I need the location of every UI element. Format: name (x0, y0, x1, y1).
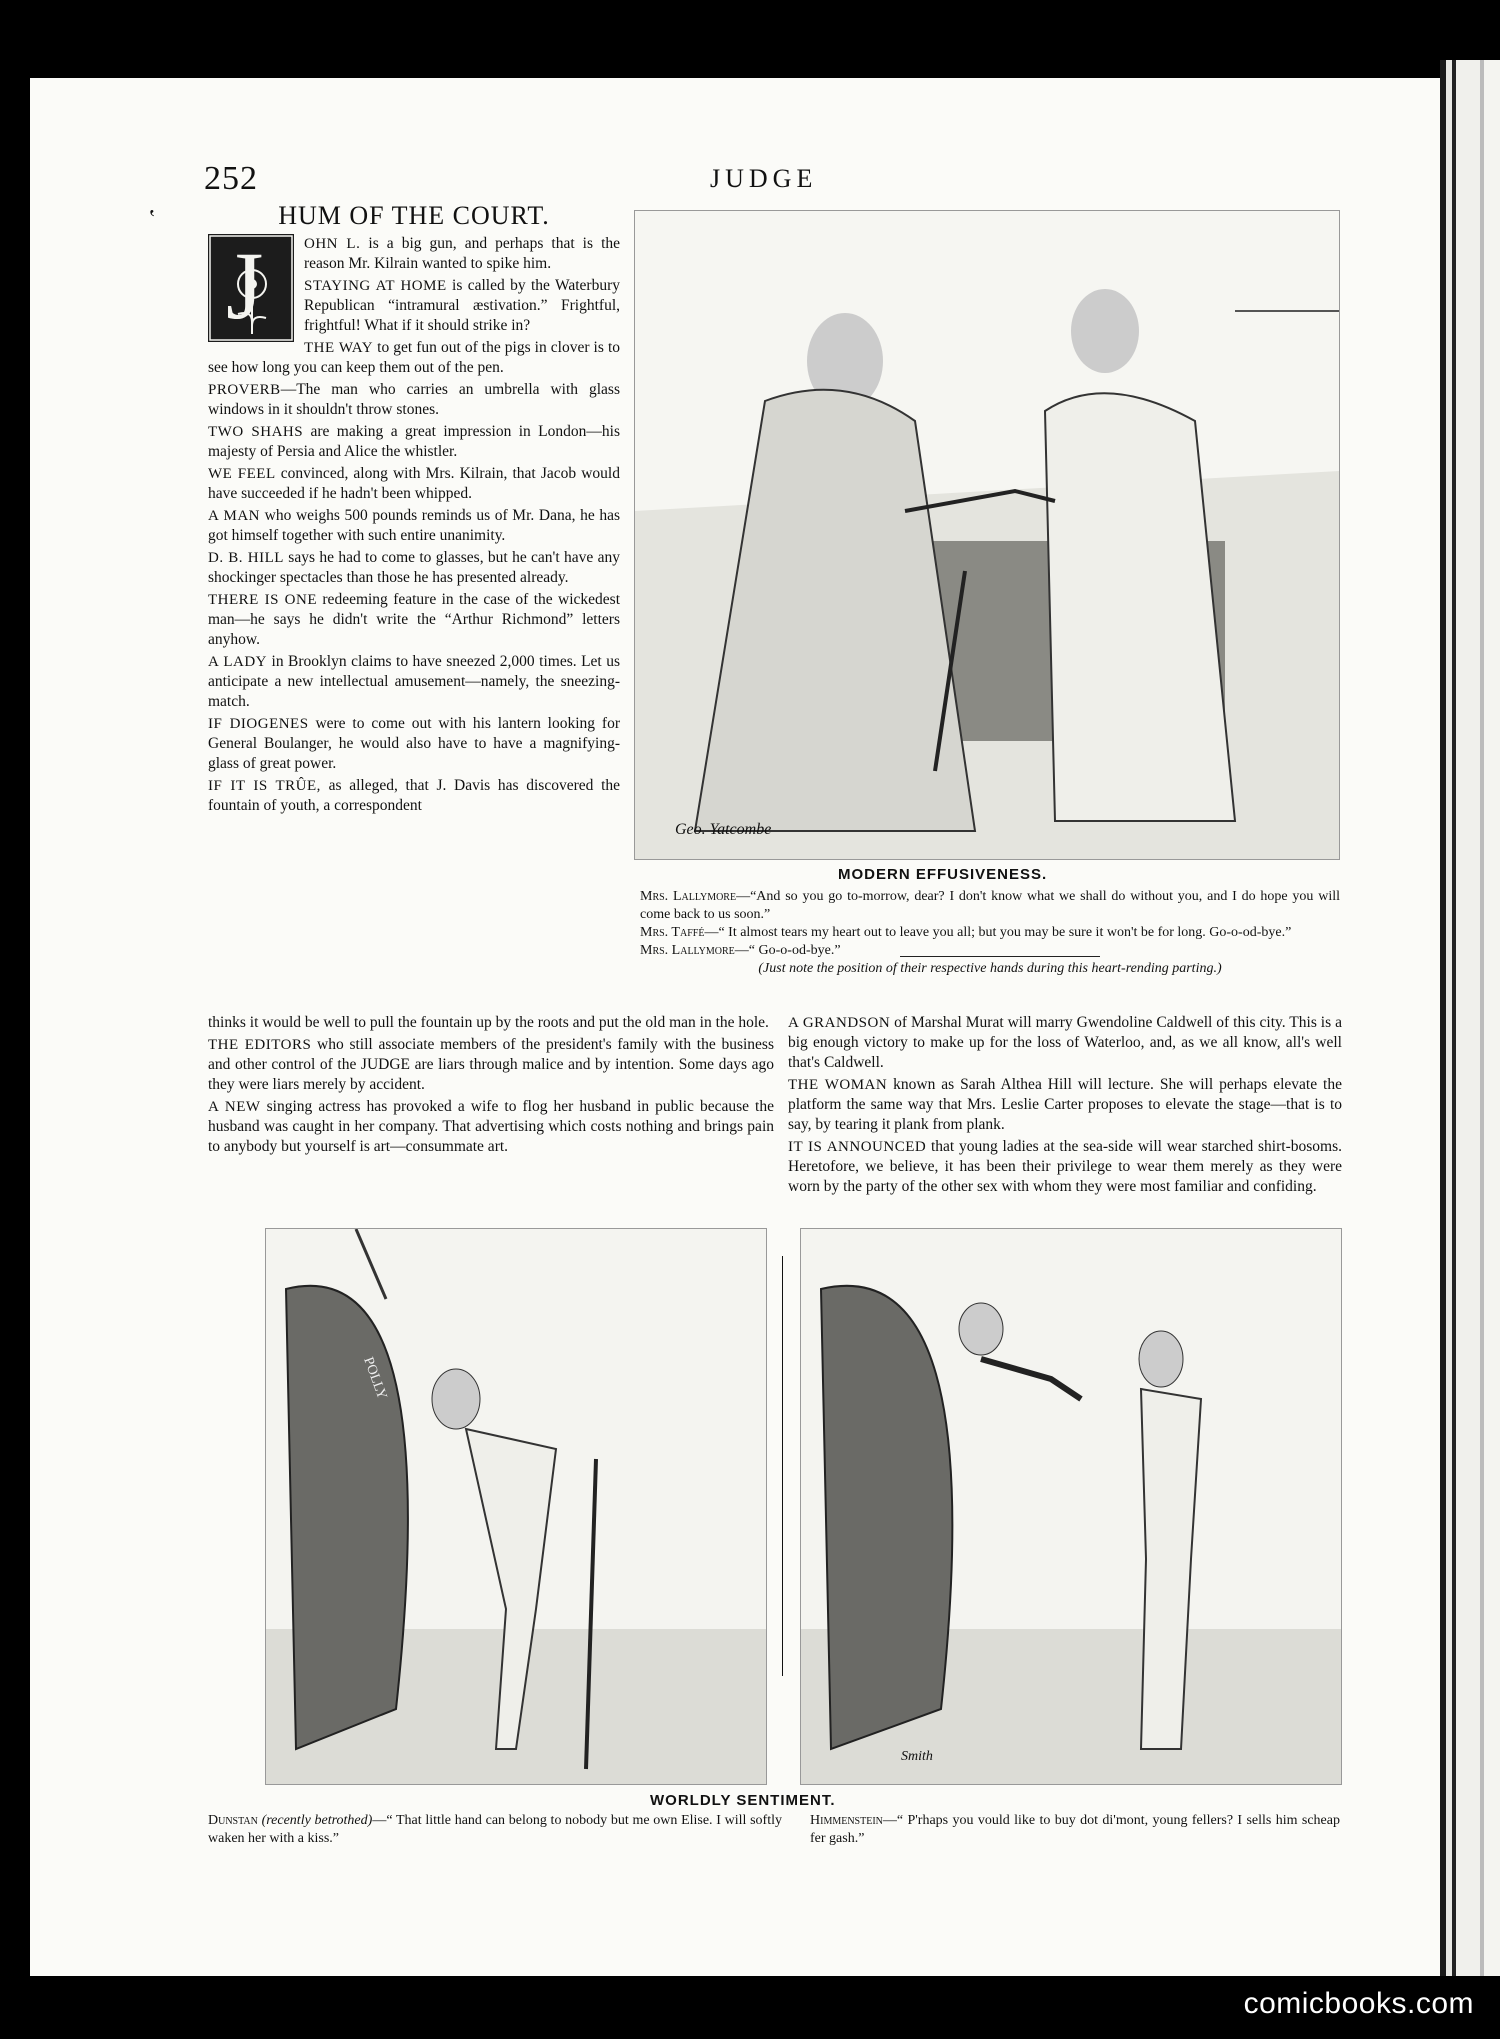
cartoon2-right-caption (810, 1812, 1340, 1848)
left-aside: (recently betrothed) (261, 1813, 373, 1828)
site-watermark: comicbooks.com (1243, 1987, 1474, 2020)
cartoon1-note: (Just note the position of their respective hands during this heart-rending parting.) (758, 961, 1222, 976)
paragraph-lead: IF DIOGENES (208, 716, 309, 732)
speaker: Mrs. Lallymore (640, 889, 737, 904)
paragraph-lead: A MAN (208, 508, 261, 524)
paragraph-text: is a big gun, and perhaps that is the reason Mr. Kilrain wanted to spike him. (304, 235, 621, 272)
right-paragraphs (788, 1013, 1342, 1197)
right-column (788, 1013, 1342, 1199)
paragraph-text: were to come out with his lantern looking for General Boulanger, he would also have to have a magnifying-glass of great power. (208, 715, 620, 772)
speaker: Mrs. Lallymore (640, 943, 735, 958)
boat-name-label: POLLY (360, 1355, 390, 1402)
paragraph-lead: THE WAY (304, 340, 374, 356)
paragraph (208, 1013, 774, 1033)
paragraph (208, 652, 620, 712)
paragraph-text: says he had to come to glasses, but he can't have any shockinger spectacles than those he has presented already. (208, 549, 620, 586)
paragraph-text: is called by the Waterbury Republican “intramural æstivation.” Frightful, frightful! What if it should strike in? (304, 277, 620, 334)
hum-title: HUM OF THE COURT. (278, 201, 550, 230)
paragraph-text: that young ladies at the sea-side will wear starched shirt-bosoms. Heretofore, we believe, it has been their privilege to wear them merely as they were worn by the party of the other sex with whom they were most familiar and confiding. (788, 1138, 1342, 1195)
dialogue-line (640, 924, 1340, 942)
paragraph-text: singing actress has provoked a wife to flog her husband in public because the husband was caught in her company. That advertising which costs nothing and brings pain to anybody but yourself is art—consummate art. (208, 1098, 774, 1155)
paragraph-text: of Marshal Murat will marry Gwendoline Caldwell of this city. This is a big enough victory to make up for the loss of Waterloo, and, as we all know, all's well that's Caldwell. (788, 1014, 1342, 1071)
line-text: —“And so you go to-morrow, dear? I don't know what we shall do without you, and I do hope you will come back to us soon.” (640, 889, 1340, 922)
paragraph (208, 1035, 774, 1095)
modern-effusiveness-illustration (634, 210, 1340, 860)
paragraph (208, 380, 620, 420)
page-number: 252 (204, 160, 258, 197)
panel-divider (782, 1256, 783, 1676)
line-text: —“ Go-o-od-bye.” (734, 943, 841, 958)
paragraph-lead: PROVERB (208, 382, 281, 398)
paragraph-lead: OHN L. (304, 236, 361, 252)
paragraph-text: as alleged, that J. Davis has discovered the fountain of youth, a correspondent (208, 777, 621, 814)
paragraph-lead: THERE IS ONE (208, 592, 318, 608)
binding-edge (1440, 60, 1500, 1976)
paragraph-text: who still associate members of the president's family with the business and other control of the JUDGE are liars through malice and by intention. Some days ago they were liars merely by accident. (208, 1036, 774, 1093)
paragraph-text: who weighs 500 pounds reminds us of Mr. Dana, he has got himself together with such entire unanimity. (208, 507, 620, 544)
paragraph (208, 1097, 774, 1157)
paragraph-lead: STAYING AT HOME (304, 278, 447, 294)
hum-continued (208, 1013, 774, 1159)
two-women-illustration (635, 211, 1339, 859)
paragraph-text: known as Sarah Althea Hill will lecture. She will perhaps elevate the platform the same way that Mrs. Leslie Carter proposes to elevate the stage—that is to say, by tearing it plank from plank. (788, 1076, 1342, 1133)
paragraph-lead: A LADY (208, 654, 268, 670)
illustrator-signature: Geo. Yatcombe (675, 821, 772, 838)
paragraph-text: in Brooklyn claims to have sneezed 2,000 times. Let us anticipate a new intellectual amusement—namely, the sneezing-match. (208, 653, 620, 710)
boat-kiss-illustration (266, 1229, 766, 1784)
dialogue-line (640, 888, 1340, 924)
paragraph-lead: IF IT IS TRÛE, (208, 778, 321, 794)
paragraph-lead: D. B. HILL (208, 550, 284, 566)
paragraph-lead: A GRANDSON (788, 1015, 891, 1031)
paragraph (208, 590, 620, 650)
paragraph (208, 506, 620, 546)
initial-letter: J (226, 232, 264, 339)
line-text: —“ It almost tears my heart out to leave you all; but you may be sure it won't be for long. Go-o-od-bye.” (704, 925, 1292, 940)
paragraph-lead: A NEW (208, 1099, 261, 1115)
boat-peddler-illustration (801, 1229, 1341, 1784)
paragraph-text: convinced, along with Mrs. Kilrain, that Jacob would have succeeded if he hadn't been whipped. (208, 465, 620, 502)
paragraph-lead: IT IS ANNOUNCED (788, 1139, 927, 1155)
paragraph (208, 422, 620, 462)
paragraph-text: —The man who carries an umbrella with glass windows in it shouldn't throw stones. (208, 381, 620, 418)
paragraph (208, 776, 620, 816)
paragraph (788, 1137, 1342, 1197)
right-speaker: Himmenstein (810, 1813, 883, 1828)
paragraph-text: redeeming feature in the case of the wickedest man—he says he didn't write the “Arthur Richmond” letters anyhow. (208, 591, 620, 648)
stray-mark: ʽ (148, 206, 156, 232)
hum-column (208, 201, 621, 818)
divider-rule (900, 956, 1100, 957)
cartoon1-caption (640, 888, 1340, 978)
speaker: Mrs. Taffé (640, 925, 705, 940)
paragraph-lead: TWO SHAHS (208, 424, 304, 440)
worldly-sentiment-left-panel (265, 1228, 767, 1785)
cartoon1-dialogue (640, 888, 1340, 960)
paragraph (208, 714, 620, 774)
paragraph-lead: THE EDITORS (208, 1037, 312, 1053)
paragraph-text: to get fun out of the pigs in clover is to see how long you can keep them out of the pen. (208, 339, 621, 376)
paragraph (788, 1013, 1342, 1073)
paragraph-text: thinks it would be well to pull the fountain up by the roots and put the old man in the hole. (208, 1014, 769, 1031)
dialogue-line (640, 942, 1340, 960)
left-speaker: Dunstan (208, 1813, 258, 1828)
paragraph (788, 1075, 1342, 1135)
ornamental-initial (208, 234, 294, 342)
running-head: JUDGE (710, 164, 818, 193)
paragraph (208, 338, 620, 378)
left-line: —“ That little hand can belong to nobody but me own Elise. I will softly waken her with a kiss.” (208, 1813, 782, 1846)
paragraph-lead: THE WOMAN (788, 1077, 888, 1093)
cartoon2-signature: Smith (901, 1749, 933, 1764)
paragraph-lead: WE FEEL (208, 466, 276, 482)
cartoon1-title: MODERN EFFUSIVENESS. (838, 866, 1048, 883)
worldly-sentiment-right-panel (800, 1228, 1342, 1785)
paragraph (208, 548, 620, 588)
magazine-page (30, 78, 1440, 1976)
paragraph-text: are making a great impression in London—his majesty of Persia and Alice the whistler. (208, 423, 620, 460)
cartoon2-title: WORLDLY SENTIMENT. (650, 1792, 836, 1809)
cartoon2-left-caption (208, 1812, 782, 1848)
hum-wide-paragraphs (208, 1013, 774, 1157)
paragraph (208, 464, 620, 504)
right-line: —“ P'rhaps you vould like to buy dot di'mont, young fellers? I sells him scheap fer gash.” (810, 1813, 1340, 1846)
